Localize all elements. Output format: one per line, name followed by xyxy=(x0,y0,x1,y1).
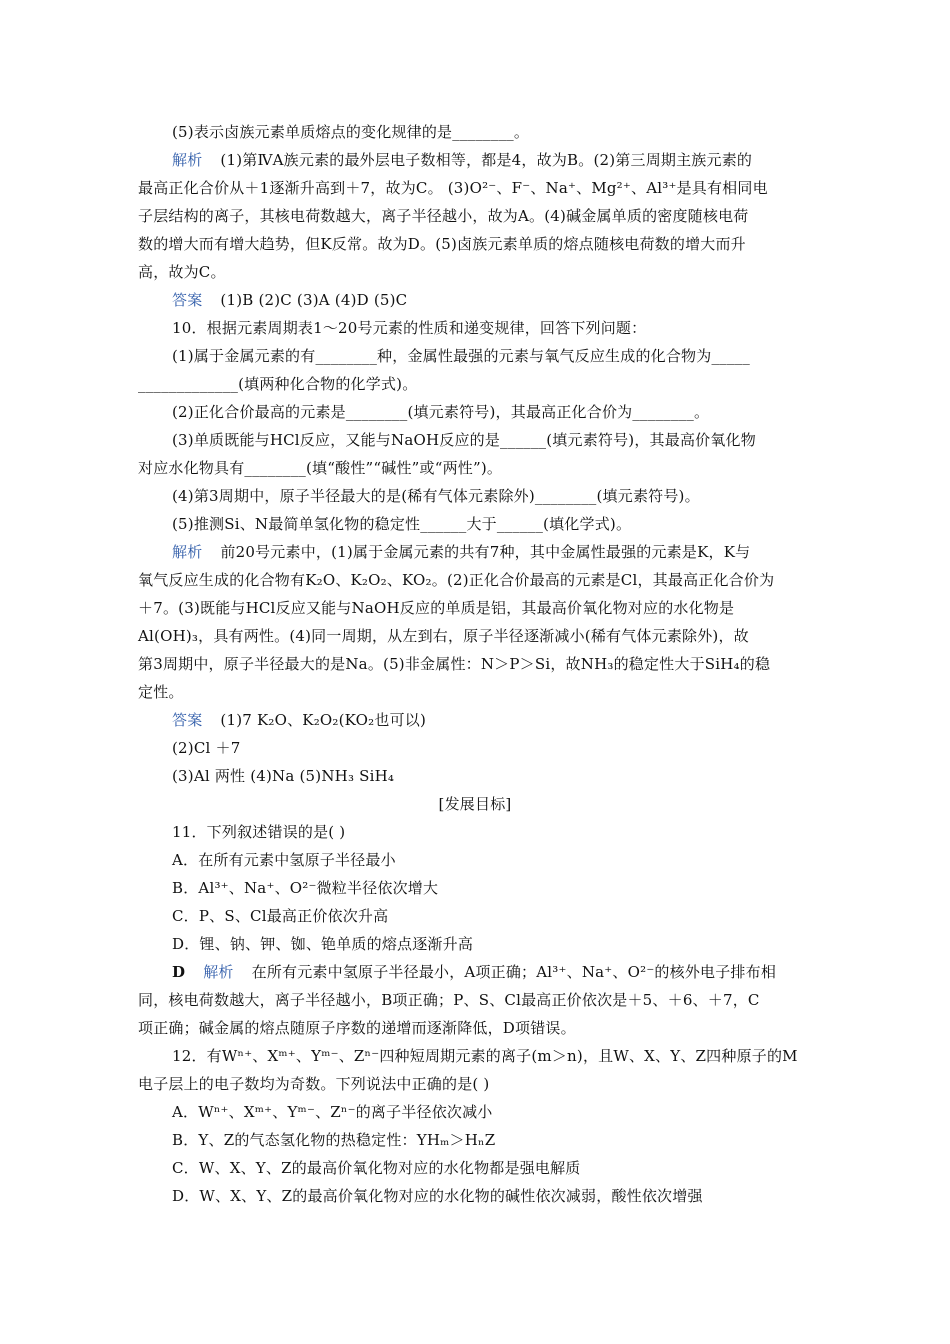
q12-option-a: A．Wⁿ⁺、Xᵐ⁺、Yᵐ⁻、Zⁿ⁻的离子半径依次减小 xyxy=(172,1103,493,1121)
q9-analysis-line: 子层结构的离子，其核电荷数越大，离子半径越小，故为A。(4)碱金属单质的密度随核电荷 xyxy=(138,207,749,225)
q11-analysis-line: 同，核电荷数越大，离子半径越小，B项正确；P、S、Cl最高正价依次是＋5、＋6、＋7，C xyxy=(138,991,760,1009)
q11-option-d: D．锂、钠、钾、铷、铯单质的熔点逐渐升高 xyxy=(172,935,474,953)
q11-option-b: B．Al³⁺、Na⁺、O²⁻微粒半径依次增大 xyxy=(172,879,439,897)
q9-analysis-line: 高，故为C。 xyxy=(138,263,226,281)
q10-line: (1)属于金属元素的有________种，金属性最强的元素与氧气反应生成的化合物为_____ xyxy=(172,347,750,365)
q10-line: (3)单质既能与HCl反应，又能与NaOH反应的是______(填元素符号)，其最高价氧化物 xyxy=(172,431,756,449)
q11-answer-analysis: D 解析 在所有元素中氢原子半径最小，A项正确；Al³⁺、Na⁺、O²⁻的核外电子排布相 xyxy=(172,963,777,981)
q9-analysis-line: 数的增大而有增大趋势，但K反常。故为D。(5)卤族元素单质的熔点随核电荷数的增大而升 xyxy=(138,235,746,253)
q12-option-d: D．W、X、Y、Z的最高价氧化物对应的水化物的碱性依次减弱，酸性依次增强 xyxy=(172,1187,703,1205)
q9-item5: (5)表示卤族元素单质熔点的变化规律的是________。 xyxy=(172,123,530,141)
q9-answer-label: 答案 xyxy=(172,291,203,309)
q10-line: (5)推测Si、N最简单氢化物的稳定性______大于______(填化学式)。 xyxy=(172,515,632,533)
q11-answer: D xyxy=(172,963,186,981)
q11-option-c: C．P、S、Cl最高正价依次升高 xyxy=(172,907,389,925)
q10-answer-line: (3)Al 两性 (4)Na (5)NH₃ SiH₄ xyxy=(172,767,395,785)
q11-analysis-label: 解析 xyxy=(203,963,234,981)
q9-answer: 答案 (1)B (2)C (3)A (4)D (5)C xyxy=(172,291,408,309)
q11-stem: 11．下列叙述错误的是( ) xyxy=(172,823,346,841)
q10-stem: 10．根据元素周期表1～20号元素的性质和递变规律，回答下列问题： xyxy=(172,319,647,337)
q9-analysis-line: 最高正化合价从＋1逐渐升高到＋7，故为C。 (3)O²⁻、F⁻、Na⁺、Mg²⁺、Al³⁺是具有相同电 xyxy=(138,179,768,197)
q12-option-c: C．W、X、Y、Z的最高价氧化物对应的水化物都是强电解质 xyxy=(172,1159,581,1177)
q12-option-b: B．Y、Z的气态氢化物的热稳定性：YHₘ＞HₙZ xyxy=(172,1131,496,1149)
q11-option-a: A．在所有元素中氢原子半径最小 xyxy=(172,851,396,869)
q10-analysis-line: Al(OH)₃，具有两性。(4)同一周期，从左到右，原子半径逐渐减小(稀有气体元素除外)，故 xyxy=(138,627,749,645)
q12-stem: 电子层上的电子数均为奇数。下列说法中正确的是( ) xyxy=(138,1075,490,1093)
section-title: [发展目标] xyxy=(438,795,512,813)
q10-analysis-line: 氧气反应生成的化合物有K₂O、K₂O₂、KO₂。(2)正化合价最高的元素是Cl，其最高正化合价为 xyxy=(138,571,775,589)
q10-line: _____________(填两种化合物的化学式)。 xyxy=(138,375,418,393)
q10-answer-line: (2)Cl ＋7 xyxy=(172,739,241,757)
q10-answer-label: 答案 xyxy=(172,711,203,729)
q9-analysis-label: 解析 xyxy=(172,151,203,169)
q10-line: (2)正化合价最高的元素是________(填元素符号)，其最高正化合价为________。 xyxy=(172,403,710,421)
q11-analysis-line: 项正确；碱金属的熔点随原子序数的递增而逐渐降低，D项错误。 xyxy=(138,1019,576,1037)
q10-line: (4)第3周期中，原子半径最大的是(稀有气体元素除外)________(填元素符号)。 xyxy=(172,487,700,505)
q10-line: 对应水化物具有________(填“酸性”“碱性”或“两性”)。 xyxy=(138,459,503,477)
q12-stem: 12．有Wⁿ⁺、Xᵐ⁺、Yᵐ⁻、Zⁿ⁻四种短周期元素的离子(m＞n)，且W、X、Y、Z四种原子的M xyxy=(172,1047,798,1065)
q10-analysis-line: ＋7。(3)既能与HCl反应又能与NaOH反应的单质是铝，其最高价氧化物对应的水化物是 xyxy=(138,599,735,617)
q10-analysis-first-line: 解析 前20号元素中，(1)属于金属元素的共有7种，其中金属性最强的元素是K，K与 xyxy=(172,543,751,561)
q10-analysis-line: 第3周期中，原子半径最大的是Na。(5)非金属性：N＞P＞Si，故NH₃的稳定性大于SiH₄的稳 xyxy=(138,655,771,673)
q10-analysis-label: 解析 xyxy=(172,543,203,561)
q9-analysis-first-line: 解析 (1)第ⅣA族元素的最外层电子数相等，都是4，故为B。(2)第三周期主族元素的 xyxy=(172,151,753,169)
q10-answer: 答案 (1)7 K₂O、K₂O₂(KO₂也可以) xyxy=(172,711,427,729)
q10-analysis-line: 定性。 xyxy=(138,683,184,701)
